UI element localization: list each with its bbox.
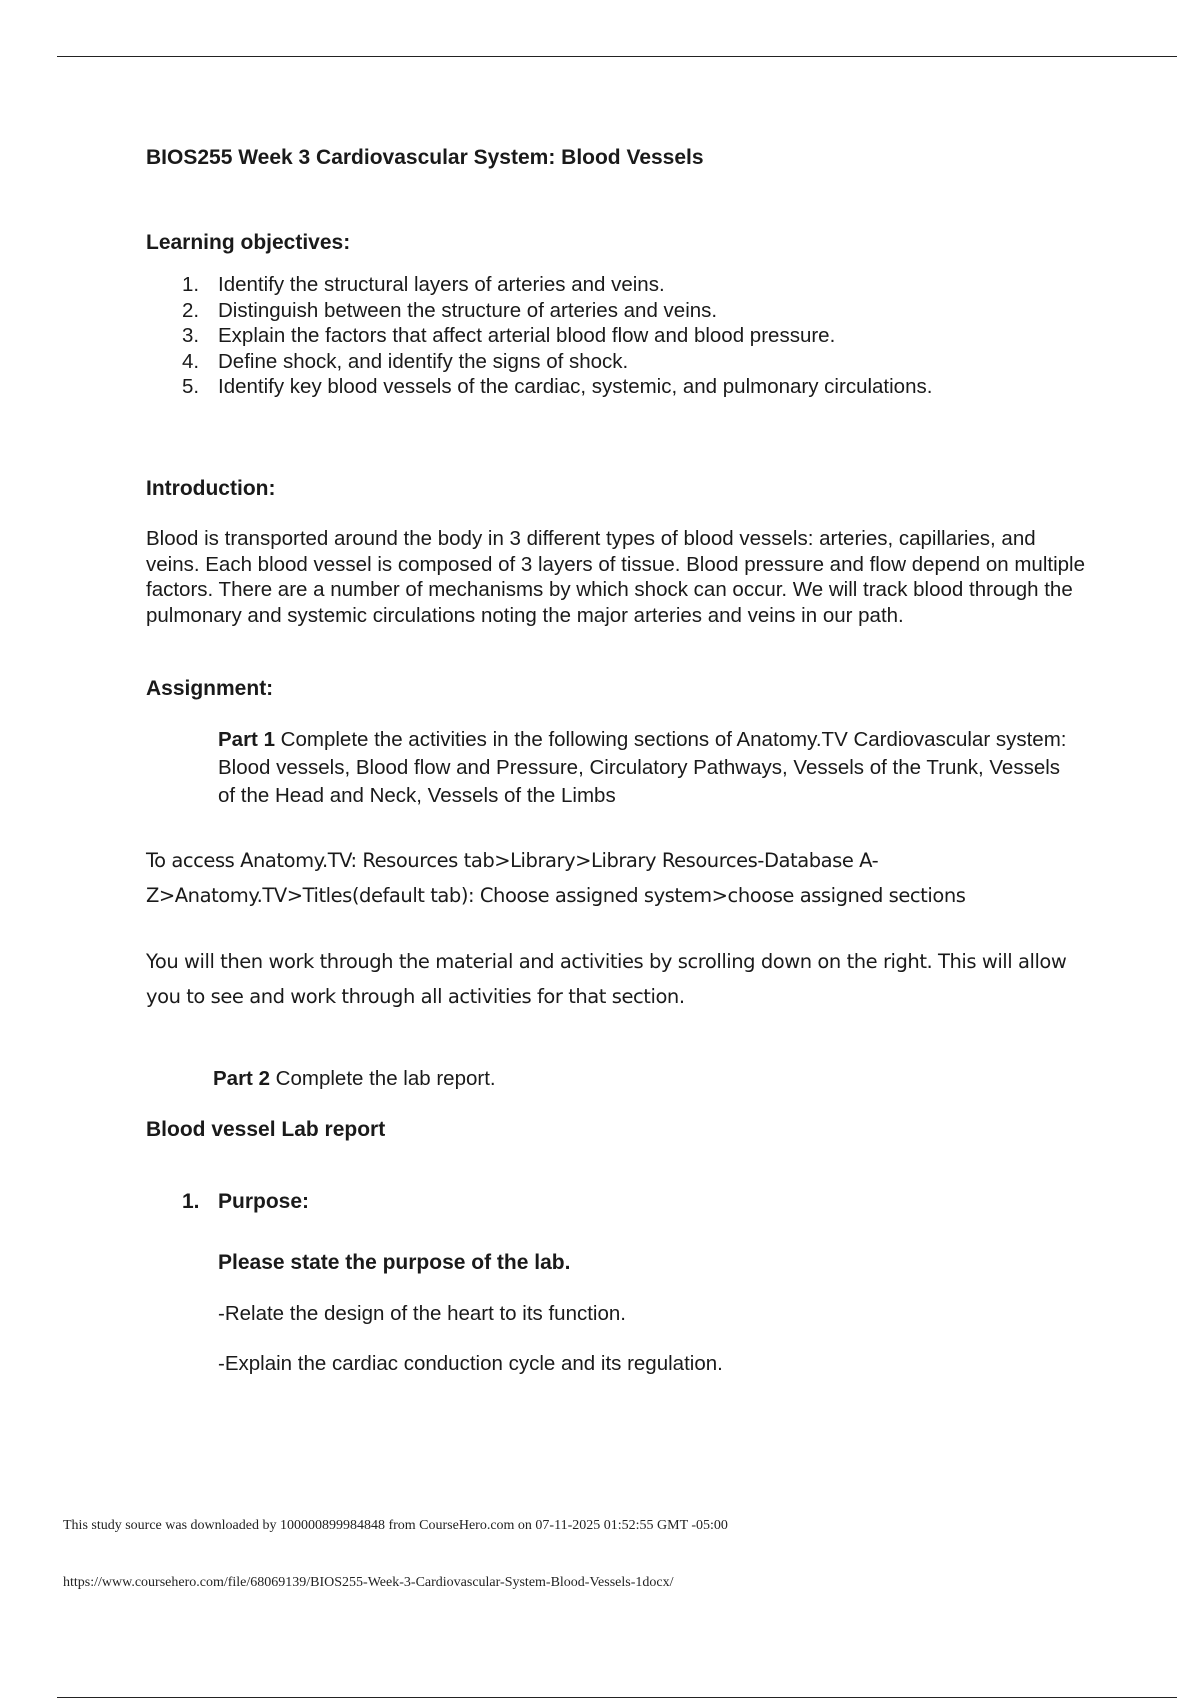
list-item xyxy=(146,323,932,349)
introduction-paragraph: Blood is transported around the body in 3 different types of blood vessels: arteries, capillaries, and veins. Each blood vessel is composed of 3 layers of tissue. Blood pressure and flow depend on multiple factors. There are a number of mechanisms by which shock can occur. We will track blood through the pulmonary and systemic circulations noting the major arteries and veins in our path. xyxy=(146,527,1085,627)
list-item xyxy=(146,374,932,400)
list-item xyxy=(146,272,932,298)
purpose-number: 1. xyxy=(182,1190,200,1213)
introduction-heading: Introduction: xyxy=(146,477,276,500)
list-item xyxy=(146,349,932,375)
part2-label: Part 2 xyxy=(213,1067,270,1090)
list-item-text: Identify the structural layers of arteries and veins. xyxy=(218,273,665,296)
purpose-item: -Relate the design of the heart to its function. xyxy=(218,1302,626,1325)
list-item-number: 3. xyxy=(182,324,200,347)
part2-text: Complete the lab report. xyxy=(269,1067,496,1090)
part1-label: Part 1 xyxy=(218,728,275,751)
purpose-prompt: Please state the purpose of the lab. xyxy=(218,1251,571,1274)
source-url: https://www.coursehero.com/file/68069139/BIOS255-Week-3-Cardiovascular-System-Blood-Vessels-1docx/ xyxy=(63,1575,674,1590)
lab-report-heading: Blood vessel Lab report xyxy=(146,1118,386,1141)
objectives-heading: Learning objectives: xyxy=(146,231,351,254)
part2-line xyxy=(213,1067,496,1091)
bottom-divider xyxy=(57,1697,1177,1698)
list-item-number: 2. xyxy=(182,298,200,322)
part1-paragraph xyxy=(218,726,1078,810)
purpose-item: -Explain the cardiac conduction cycle and its regulation. xyxy=(218,1352,723,1375)
list-item-number: 5. xyxy=(182,375,200,398)
assignment-heading: Assignment: xyxy=(146,677,274,700)
list-item-text: Explain the factors that affect arterial blood flow and blood pressure. xyxy=(218,324,836,347)
list-item-text: Define shock, and identify the signs of shock. xyxy=(218,349,629,373)
download-notice: This study source was downloaded by 100000899984848 from CourseHero.com on 07-11-2025 01:52:55 GMT -05:00 xyxy=(63,1518,728,1533)
list-item-number: 1. xyxy=(182,273,200,296)
purpose-heading: Purpose: xyxy=(218,1190,310,1213)
objectives-list xyxy=(146,272,932,400)
access-instructions: To access Anatomy.TV: Resources tab>Library>Library Resources-Database A-Z>Anatomy.TV>Titles(default tab): Choose assigned system>choose assigned sections xyxy=(146,849,966,907)
part1-text: Complete the activities in the following sections of Anatomy.TV Cardiovascular system: Blood vessels, Blood flow and Pressure, Circulatory Pathways, Vessels of the Trunk, Vessels of the Head and Neck, Vessels of the Limbs xyxy=(218,728,1067,807)
list-item xyxy=(146,298,932,324)
list-item-text: Identify key blood vessels of the cardiac, systemic, and pulmonary circulations. xyxy=(218,375,933,398)
list-item-number: 4. xyxy=(182,349,200,373)
list-item-text: Distinguish between the structure of arteries and veins. xyxy=(218,298,718,322)
top-divider xyxy=(57,56,1177,57)
document-title: BIOS255 Week 3 Cardiovascular System: Blood Vessels xyxy=(146,146,704,169)
work-instructions: You will then work through the material and activities by scrolling down on the right. This will allow you to see and work through all activities for that section. xyxy=(146,950,1067,1008)
